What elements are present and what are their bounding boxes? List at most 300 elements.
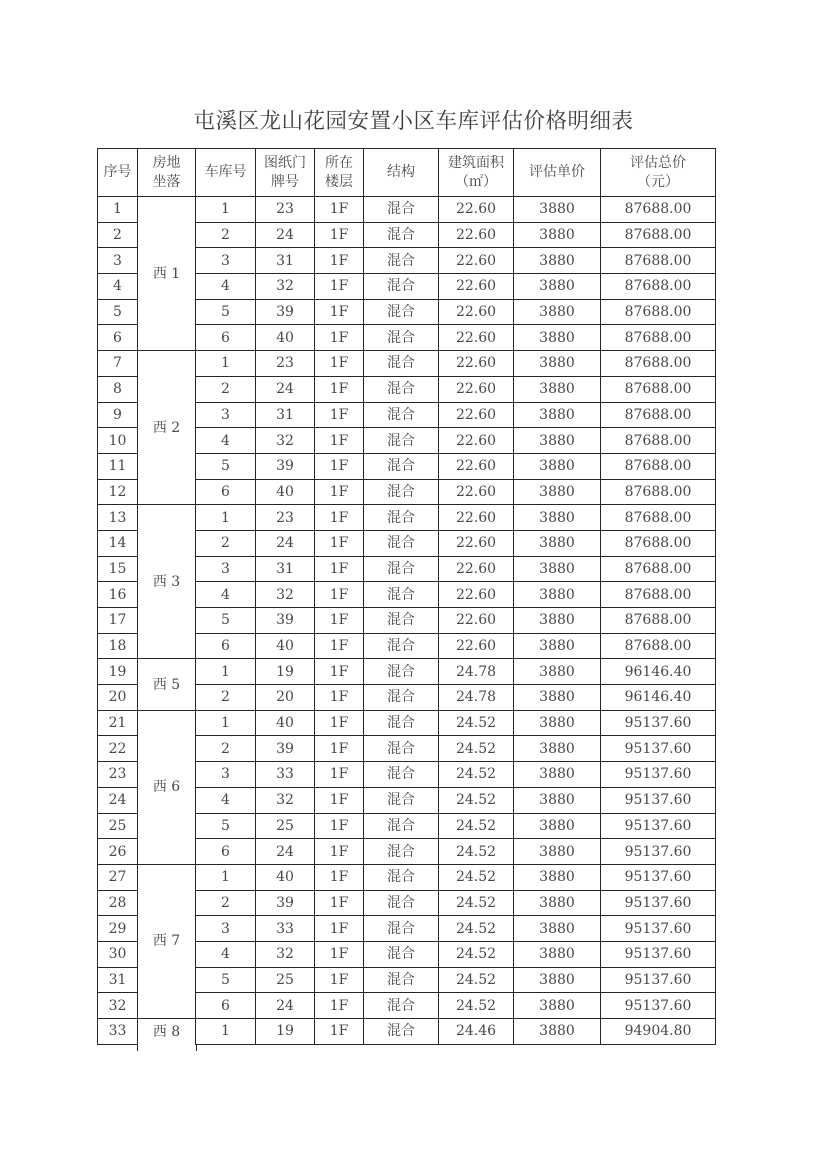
total-price-cell: 95137.60 xyxy=(601,993,716,1019)
structure-cell: 混合 xyxy=(364,376,439,402)
location-cell: 西 8 xyxy=(138,1019,196,1045)
garage-no-cell: 2 xyxy=(196,685,256,711)
plate-no-cell: 39 xyxy=(256,736,315,762)
unit-price-cell: 3880 xyxy=(514,351,601,377)
total-price-cell: 87688.00 xyxy=(601,556,716,582)
unit-price-cell: 3880 xyxy=(514,248,601,274)
plate-no-cell: 19 xyxy=(256,1019,315,1045)
area-cell: 24.52 xyxy=(439,916,514,942)
area-cell: 24.52 xyxy=(439,736,514,762)
column-header-line: 评估总价 xyxy=(630,154,686,171)
unit-price-cell: 3880 xyxy=(514,608,601,634)
garage-no-cell: 6 xyxy=(196,633,256,659)
area-cell: 22.60 xyxy=(439,530,514,556)
plate-no-cell: 40 xyxy=(256,633,315,659)
unit-price-cell: 3880 xyxy=(514,659,601,685)
total-price-cell: 87688.00 xyxy=(601,222,716,248)
floor-cell: 1F xyxy=(315,505,364,531)
garage-no-cell: 4 xyxy=(196,582,256,608)
seq-cell: 13 xyxy=(98,505,138,531)
unit-price-cell: 3880 xyxy=(514,941,601,967)
plate-no-cell: 32 xyxy=(256,941,315,967)
total-price-cell: 87688.00 xyxy=(601,479,716,505)
garage-no-cell: 5 xyxy=(196,813,256,839)
structure-cell: 混合 xyxy=(364,762,439,788)
area-cell: 22.60 xyxy=(439,248,514,274)
total-price-cell: 95137.60 xyxy=(601,736,716,762)
column-header-line: 牌号 xyxy=(271,173,299,190)
garage-no-cell: 1 xyxy=(196,351,256,377)
floor-cell: 1F xyxy=(315,556,364,582)
unit-price-cell: 3880 xyxy=(514,479,601,505)
area-cell: 24.52 xyxy=(439,710,514,736)
unit-price-cell: 3880 xyxy=(514,762,601,788)
seq-cell: 5 xyxy=(98,299,138,325)
garage-no-cell: 2 xyxy=(196,376,256,402)
garage-no-cell: 1 xyxy=(196,864,256,890)
unit-price-cell: 3880 xyxy=(514,813,601,839)
area-cell: 22.60 xyxy=(439,222,514,248)
area-cell: 24.52 xyxy=(439,813,514,839)
garage-no-cell: 3 xyxy=(196,916,256,942)
seq-cell: 12 xyxy=(98,479,138,505)
total-price-cell: 87688.00 xyxy=(601,505,716,531)
seq-cell: 20 xyxy=(98,685,138,711)
plate-no-cell: 32 xyxy=(256,787,315,813)
column-header-line: 车库号 xyxy=(204,164,247,180)
total-price-cell: 87688.00 xyxy=(601,530,716,556)
area-cell: 24.52 xyxy=(439,993,514,1019)
area-cell: 22.60 xyxy=(439,325,514,351)
plate-no-cell: 20 xyxy=(256,685,315,711)
price-table xyxy=(97,148,716,1045)
structure-cell: 混合 xyxy=(364,479,439,505)
floor-cell: 1F xyxy=(315,839,364,865)
seq-cell: 27 xyxy=(98,864,138,890)
column-header-seq xyxy=(98,149,138,197)
seq-cell: 19 xyxy=(98,659,138,685)
area-cell: 22.60 xyxy=(439,376,514,402)
seq-cell: 14 xyxy=(98,530,138,556)
unit-price-cell: 3880 xyxy=(514,864,601,890)
seq-cell: 1 xyxy=(98,197,138,223)
total-price-cell: 95137.60 xyxy=(601,864,716,890)
garage-no-cell: 6 xyxy=(196,325,256,351)
area-cell: 24.52 xyxy=(439,762,514,788)
plate-no-cell: 19 xyxy=(256,659,315,685)
total-price-cell: 87688.00 xyxy=(601,274,716,300)
structure-cell: 混合 xyxy=(364,530,439,556)
seq-cell: 17 xyxy=(98,608,138,634)
column-header-line: 评估单价 xyxy=(529,164,585,180)
table-row xyxy=(98,710,716,736)
total-price-cell: 87688.00 xyxy=(601,608,716,634)
unit-price-cell: 3880 xyxy=(514,710,601,736)
garage-no-cell: 5 xyxy=(196,453,256,479)
structure-cell: 混合 xyxy=(364,839,439,865)
garage-no-cell: 1 xyxy=(196,505,256,531)
area-cell: 22.60 xyxy=(439,633,514,659)
plate-no-cell: 31 xyxy=(256,402,315,428)
plate-no-cell: 40 xyxy=(256,325,315,351)
garage-no-cell: 6 xyxy=(196,479,256,505)
area-cell: 22.60 xyxy=(439,582,514,608)
seq-cell: 10 xyxy=(98,428,138,454)
floor-cell: 1F xyxy=(315,710,364,736)
floor-cell: 1F xyxy=(315,813,364,839)
total-price-cell: 95137.60 xyxy=(601,916,716,942)
unit-price-cell: 3880 xyxy=(514,402,601,428)
total-price-cell: 95137.60 xyxy=(601,967,716,993)
seq-cell: 30 xyxy=(98,941,138,967)
floor-cell: 1F xyxy=(315,916,364,942)
plate-no-cell: 24 xyxy=(256,530,315,556)
structure-cell: 混合 xyxy=(364,325,439,351)
seq-cell: 31 xyxy=(98,967,138,993)
column-header-line: 房地 xyxy=(152,154,181,171)
plate-no-cell: 39 xyxy=(256,608,315,634)
floor-cell: 1F xyxy=(315,890,364,916)
floor-cell: 1F xyxy=(315,993,364,1019)
plate-no-cell: 40 xyxy=(256,479,315,505)
plate-no-cell: 25 xyxy=(256,813,315,839)
area-cell: 22.60 xyxy=(439,479,514,505)
location-cell: 西 7 xyxy=(138,864,196,1018)
seq-cell: 2 xyxy=(98,222,138,248)
unit-price-cell: 3880 xyxy=(514,787,601,813)
total-price-cell: 87688.00 xyxy=(601,351,716,377)
column-header-floor xyxy=(315,149,364,197)
seq-cell: 7 xyxy=(98,351,138,377)
unit-price-cell: 3880 xyxy=(514,505,601,531)
total-price-cell: 95137.60 xyxy=(601,813,716,839)
pagebreak-border-stub-right xyxy=(196,1044,197,1051)
plate-no-cell: 39 xyxy=(256,299,315,325)
unit-price-cell: 3880 xyxy=(514,376,601,402)
floor-cell: 1F xyxy=(315,659,364,685)
unit-price-cell: 3880 xyxy=(514,582,601,608)
plate-no-cell: 31 xyxy=(256,248,315,274)
table-row xyxy=(98,505,716,531)
table-row xyxy=(98,864,716,890)
table-row xyxy=(98,1019,716,1045)
location-cell: 西 5 xyxy=(138,659,196,710)
floor-cell: 1F xyxy=(315,608,364,634)
area-cell: 22.60 xyxy=(439,402,514,428)
garage-no-cell: 5 xyxy=(196,608,256,634)
plate-no-cell: 24 xyxy=(256,839,315,865)
garage-no-cell: 4 xyxy=(196,428,256,454)
column-header-line: 坐落 xyxy=(152,173,181,190)
unit-price-cell: 3880 xyxy=(514,1019,601,1045)
floor-cell: 1F xyxy=(315,1019,364,1045)
floor-cell: 1F xyxy=(315,787,364,813)
location-cell: 西 1 xyxy=(138,197,196,351)
floor-cell: 1F xyxy=(315,351,364,377)
column-header-line: 建筑面积 xyxy=(448,154,504,171)
floor-cell: 1F xyxy=(315,197,364,223)
total-price-cell: 87688.00 xyxy=(601,633,716,659)
seq-cell: 4 xyxy=(98,274,138,300)
garage-no-cell: 3 xyxy=(196,556,256,582)
column-header-unit-price xyxy=(514,149,601,197)
seq-cell: 8 xyxy=(98,376,138,402)
total-price-cell: 87688.00 xyxy=(601,582,716,608)
garage-no-cell: 3 xyxy=(196,762,256,788)
unit-price-cell: 3880 xyxy=(514,197,601,223)
total-price-cell: 87688.00 xyxy=(601,325,716,351)
garage-no-cell: 1 xyxy=(196,710,256,736)
table-row xyxy=(98,197,716,223)
page-title: 屯溪区龙山花园安置小区车库评估价格明细表 xyxy=(193,109,634,134)
total-price-cell: 95137.60 xyxy=(601,762,716,788)
plate-no-cell: 33 xyxy=(256,762,315,788)
column-header-garage-no xyxy=(196,149,256,197)
area-cell: 22.60 xyxy=(439,608,514,634)
structure-cell: 混合 xyxy=(364,274,439,300)
total-price-cell: 87688.00 xyxy=(601,299,716,325)
plate-no-cell: 24 xyxy=(256,222,315,248)
unit-price-cell: 3880 xyxy=(514,890,601,916)
plate-no-cell: 39 xyxy=(256,453,315,479)
total-price-cell: 87688.00 xyxy=(601,248,716,274)
table-row xyxy=(98,351,716,377)
floor-cell: 1F xyxy=(315,530,364,556)
garage-no-cell: 1 xyxy=(196,1019,256,1045)
unit-price-cell: 3880 xyxy=(514,736,601,762)
seq-cell: 9 xyxy=(98,402,138,428)
table-header xyxy=(98,149,716,197)
garage-no-cell: 5 xyxy=(196,967,256,993)
garage-no-cell: 4 xyxy=(196,274,256,300)
seq-cell: 32 xyxy=(98,993,138,1019)
unit-price-cell: 3880 xyxy=(514,839,601,865)
floor-cell: 1F xyxy=(315,453,364,479)
area-cell: 22.60 xyxy=(439,274,514,300)
structure-cell: 混合 xyxy=(364,864,439,890)
seq-cell: 33 xyxy=(98,1019,138,1045)
unit-price-cell: 3880 xyxy=(514,530,601,556)
plate-no-cell: 40 xyxy=(256,710,315,736)
garage-no-cell: 1 xyxy=(196,197,256,223)
area-cell: 24.46 xyxy=(439,1019,514,1045)
garage-no-cell: 5 xyxy=(196,299,256,325)
seq-cell: 11 xyxy=(98,453,138,479)
structure-cell: 混合 xyxy=(364,248,439,274)
column-header-line: 楼层 xyxy=(325,173,353,190)
seq-cell: 24 xyxy=(98,787,138,813)
total-price-cell: 95137.60 xyxy=(601,941,716,967)
seq-cell: 22 xyxy=(98,736,138,762)
floor-cell: 1F xyxy=(315,762,364,788)
location-cell: 西 2 xyxy=(138,351,196,505)
area-cell: 22.60 xyxy=(439,453,514,479)
structure-cell: 混合 xyxy=(364,402,439,428)
area-cell: 24.52 xyxy=(439,864,514,890)
unit-price-cell: 3880 xyxy=(514,967,601,993)
unit-price-cell: 3880 xyxy=(514,556,601,582)
location-cell: 西 3 xyxy=(138,505,196,659)
seq-cell: 18 xyxy=(98,633,138,659)
column-header-line: 结构 xyxy=(387,164,415,180)
seq-cell: 23 xyxy=(98,762,138,788)
structure-cell: 混合 xyxy=(364,222,439,248)
structure-cell: 混合 xyxy=(364,685,439,711)
garage-no-cell: 4 xyxy=(196,787,256,813)
structure-cell: 混合 xyxy=(364,608,439,634)
structure-cell: 混合 xyxy=(364,993,439,1019)
unit-price-cell: 3880 xyxy=(514,325,601,351)
floor-cell: 1F xyxy=(315,685,364,711)
structure-cell: 混合 xyxy=(364,890,439,916)
column-header-line: 所在 xyxy=(325,154,353,171)
structure-cell: 混合 xyxy=(364,556,439,582)
floor-cell: 1F xyxy=(315,248,364,274)
plate-no-cell: 23 xyxy=(256,351,315,377)
plate-no-cell: 31 xyxy=(256,556,315,582)
structure-cell: 混合 xyxy=(364,736,439,762)
unit-price-cell: 3880 xyxy=(514,222,601,248)
total-price-cell: 96146.40 xyxy=(601,685,716,711)
total-price-cell: 87688.00 xyxy=(601,402,716,428)
floor-cell: 1F xyxy=(315,582,364,608)
area-cell: 24.52 xyxy=(439,787,514,813)
garage-no-cell: 2 xyxy=(196,222,256,248)
garage-no-cell: 2 xyxy=(196,530,256,556)
total-price-cell: 94904.80 xyxy=(601,1019,716,1045)
plate-no-cell: 32 xyxy=(256,428,315,454)
column-header-line: （元） xyxy=(637,173,679,190)
seq-cell: 21 xyxy=(98,710,138,736)
seq-cell: 15 xyxy=(98,556,138,582)
garage-no-cell: 1 xyxy=(196,659,256,685)
total-price-cell: 95137.60 xyxy=(601,710,716,736)
column-header-location xyxy=(138,149,196,197)
structure-cell: 混合 xyxy=(364,197,439,223)
total-price-cell: 95137.60 xyxy=(601,890,716,916)
unit-price-cell: 3880 xyxy=(514,633,601,659)
plate-no-cell: 25 xyxy=(256,967,315,993)
structure-cell: 混合 xyxy=(364,710,439,736)
floor-cell: 1F xyxy=(315,376,364,402)
seq-cell: 29 xyxy=(98,916,138,942)
floor-cell: 1F xyxy=(315,479,364,505)
unit-price-cell: 3880 xyxy=(514,685,601,711)
seq-cell: 16 xyxy=(98,582,138,608)
seq-cell: 3 xyxy=(98,248,138,274)
structure-cell: 混合 xyxy=(364,582,439,608)
table-body xyxy=(98,197,716,1045)
area-cell: 22.60 xyxy=(439,428,514,454)
table-row xyxy=(98,659,716,685)
floor-cell: 1F xyxy=(315,633,364,659)
area-cell: 22.60 xyxy=(439,351,514,377)
area-cell: 24.52 xyxy=(439,941,514,967)
floor-cell: 1F xyxy=(315,864,364,890)
plate-no-cell: 24 xyxy=(256,376,315,402)
garage-no-cell: 2 xyxy=(196,736,256,762)
seq-cell: 26 xyxy=(98,839,138,865)
floor-cell: 1F xyxy=(315,736,364,762)
structure-cell: 混合 xyxy=(364,916,439,942)
plate-no-cell: 23 xyxy=(256,505,315,531)
floor-cell: 1F xyxy=(315,274,364,300)
structure-cell: 混合 xyxy=(364,813,439,839)
total-price-cell: 87688.00 xyxy=(601,428,716,454)
seq-cell: 25 xyxy=(98,813,138,839)
column-header-structure xyxy=(364,149,439,197)
unit-price-cell: 3880 xyxy=(514,274,601,300)
plate-no-cell: 33 xyxy=(256,916,315,942)
structure-cell: 混合 xyxy=(364,659,439,685)
garage-no-cell: 4 xyxy=(196,941,256,967)
structure-cell: 混合 xyxy=(364,633,439,659)
structure-cell: 混合 xyxy=(364,941,439,967)
plate-no-cell: 32 xyxy=(256,274,315,300)
area-cell: 24.52 xyxy=(439,967,514,993)
total-price-cell: 87688.00 xyxy=(601,197,716,223)
unit-price-cell: 3880 xyxy=(514,916,601,942)
floor-cell: 1F xyxy=(315,222,364,248)
structure-cell: 混合 xyxy=(364,787,439,813)
floor-cell: 1F xyxy=(315,299,364,325)
plate-no-cell: 23 xyxy=(256,197,315,223)
total-price-cell: 95137.60 xyxy=(601,787,716,813)
garage-no-cell: 3 xyxy=(196,248,256,274)
structure-cell: 混合 xyxy=(364,505,439,531)
total-price-cell: 87688.00 xyxy=(601,376,716,402)
unit-price-cell: 3880 xyxy=(514,993,601,1019)
total-price-cell: 95137.60 xyxy=(601,839,716,865)
pagebreak-border-stub-left xyxy=(137,1044,138,1051)
structure-cell: 混合 xyxy=(364,1019,439,1045)
floor-cell: 1F xyxy=(315,325,364,351)
column-header-line: 图纸门 xyxy=(264,154,306,171)
area-cell: 24.52 xyxy=(439,890,514,916)
location-cell: 西 6 xyxy=(138,710,196,864)
area-cell: 22.60 xyxy=(439,299,514,325)
unit-price-cell: 3880 xyxy=(514,428,601,454)
area-cell: 22.60 xyxy=(439,197,514,223)
floor-cell: 1F xyxy=(315,967,364,993)
column-header-line: （㎡） xyxy=(455,173,497,190)
unit-price-cell: 3880 xyxy=(514,453,601,479)
total-price-cell: 96146.40 xyxy=(601,659,716,685)
area-cell: 24.78 xyxy=(439,685,514,711)
structure-cell: 混合 xyxy=(364,967,439,993)
garage-no-cell: 6 xyxy=(196,839,256,865)
garage-no-cell: 6 xyxy=(196,993,256,1019)
area-cell: 22.60 xyxy=(439,556,514,582)
floor-cell: 1F xyxy=(315,402,364,428)
header-row xyxy=(98,149,716,197)
structure-cell: 混合 xyxy=(364,351,439,377)
total-price-cell: 87688.00 xyxy=(601,453,716,479)
plate-no-cell: 39 xyxy=(256,890,315,916)
plate-no-cell: 40 xyxy=(256,864,315,890)
column-header-line: 序号 xyxy=(103,164,132,180)
garage-no-cell: 3 xyxy=(196,402,256,428)
plate-no-cell: 24 xyxy=(256,993,315,1019)
floor-cell: 1F xyxy=(315,941,364,967)
area-cell: 22.60 xyxy=(439,505,514,531)
column-header-plate-no xyxy=(256,149,315,197)
plate-no-cell: 32 xyxy=(256,582,315,608)
floor-cell: 1F xyxy=(315,428,364,454)
garage-no-cell: 2 xyxy=(196,890,256,916)
seq-cell: 28 xyxy=(98,890,138,916)
structure-cell: 混合 xyxy=(364,428,439,454)
